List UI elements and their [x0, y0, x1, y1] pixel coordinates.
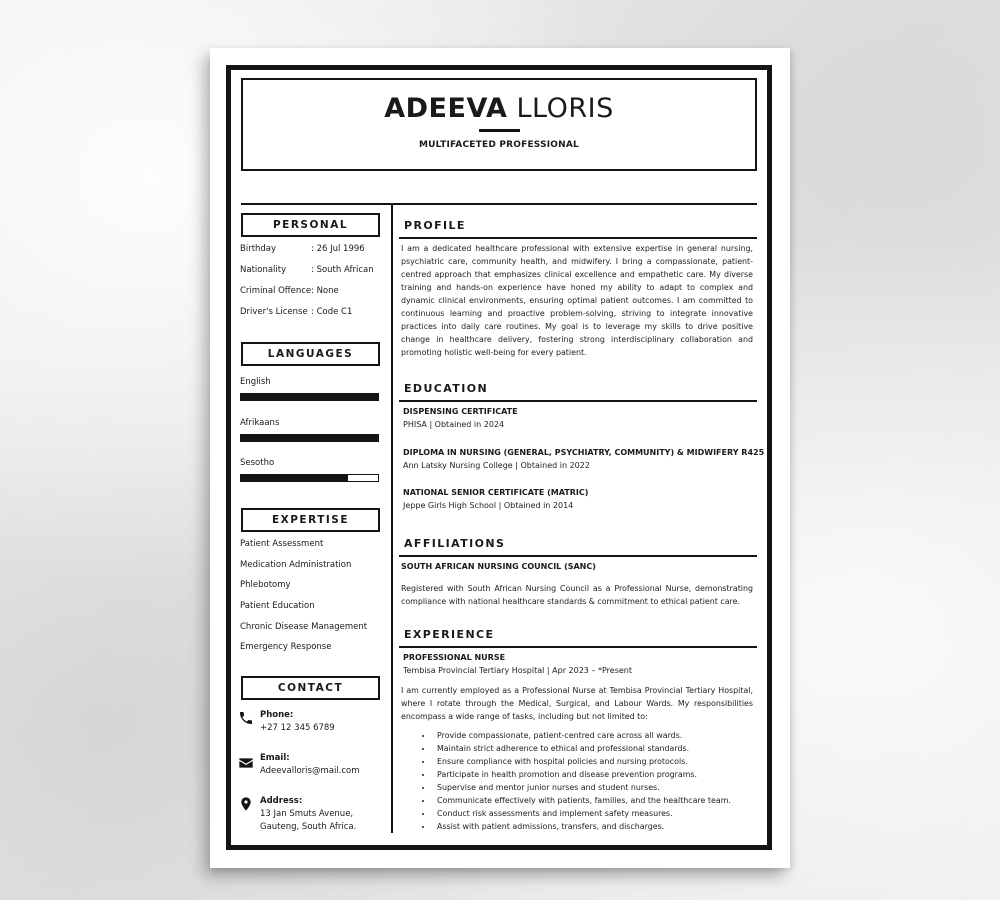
- education-item-detail: Jeppe Girls High School | Obtained in 2014: [403, 501, 574, 510]
- education-item-title: DIPLOMA IN NURSING (GENERAL, PSYCHIATRY, COMMUNITY) & MIDWIFERY R425: [403, 448, 765, 457]
- affiliation-text: Registered with South African Nursing Council as a Professional Nurse, demonstrating compliance with national healthcare standards & commitment to ethical patient care.: [401, 584, 753, 606]
- contact-heading: CONTACT: [241, 676, 380, 700]
- professional-title: MULTIFACETED PROFESSIONAL: [419, 140, 579, 150]
- left-column-top-rule: [241, 203, 391, 205]
- education-item-detail: PHISA | Obtained in 2024: [403, 420, 505, 429]
- map-pin-icon: [238, 796, 254, 812]
- responsibility-list: [411, 729, 763, 833]
- expertise-item: Emergency Response: [240, 642, 332, 652]
- last-name: LLORIS: [516, 93, 614, 124]
- education-heading: EDUCATION: [404, 382, 489, 395]
- profile-rule: [399, 237, 757, 239]
- language-level-bar: [240, 434, 379, 442]
- field-value: : South African: [311, 265, 374, 275]
- personal-field-birthday: [240, 243, 365, 255]
- expertise-item: Patient Assessment: [240, 539, 324, 549]
- phone-icon: [238, 710, 254, 726]
- experience-role: PROFESSIONAL NURSE: [403, 653, 506, 662]
- address-line-1: 13 Jan Smuts Avenue,: [260, 809, 354, 819]
- contact-label: Email:: [260, 753, 290, 763]
- languages-heading: LANGUAGES: [241, 342, 380, 366]
- candidate-name: [243, 93, 755, 125]
- profile-text: I am a dedicated healthcare professional with extensive expertise in general nursing, psychiatric care, community health, and midwifery. I bring a compassionate, patient-centred approach that emphasizes clinical excellence and empathetic care. My diverse training and hands-on experience have honed my ability to adapt to complex and dynamic clinical environments, ensuring optimal patient outcomes. I am committed to continuous learning and proactive problem-solving, striving to integrate innovative practices into daily care routines. My goal is to leverage my skills to drive positive change in healthcare delivery, fostering strong interdisciplinary collaboration and promoting holistic well-being for every patient.: [401, 244, 753, 357]
- field-label: Birthday: [240, 244, 277, 254]
- contact-label: Address:: [260, 796, 303, 806]
- resume-frame: [226, 65, 772, 850]
- email-address[interactable]: Adeevalloris@mail.com: [260, 766, 360, 776]
- language-level-fill: [241, 394, 378, 400]
- responsibility-item: • Communicate effectively with patients, families, and the healthcare team.: [433, 794, 763, 807]
- personal-field-nationality: [240, 264, 374, 276]
- first-name: ADEEVA: [384, 93, 508, 124]
- field-value: : 26 Jul 1996: [311, 244, 365, 254]
- expertise-item: Phlebotomy: [240, 580, 291, 590]
- address-line-2: Gauteng, South Africa.: [260, 822, 357, 832]
- affiliation-title: SOUTH AFRICAN NURSING COUNCIL (SANC): [401, 562, 596, 571]
- field-label: Criminal Offence: [240, 286, 312, 296]
- envelope-icon: [238, 755, 254, 771]
- experience-rule: [399, 646, 757, 648]
- affiliations-heading: AFFILIATIONS: [404, 537, 506, 550]
- right-column-top-rule: [393, 203, 757, 205]
- resume-header: [241, 78, 757, 171]
- responsibility-item: • Assist with patient admissions, transfers, and discharges.: [433, 820, 763, 833]
- education-rule: [399, 400, 757, 402]
- experience-heading: EXPERIENCE: [404, 628, 495, 641]
- field-label: Nationality: [240, 265, 287, 275]
- education-item-title: DISPENSING CERTIFICATE: [403, 407, 518, 416]
- language-label: Afrikaans: [240, 418, 280, 428]
- field-value: : None: [311, 286, 339, 296]
- phone-number[interactable]: +27 12 345 6789: [260, 723, 335, 733]
- personal-field-criminal-offence: [240, 285, 339, 297]
- language-level-fill: [241, 475, 348, 481]
- expertise-item: Chronic Disease Management: [240, 622, 368, 632]
- field-value: : Code C1: [311, 307, 353, 317]
- education-item-detail: Ann Latsky Nursing College | Obtained in 2022: [403, 461, 590, 470]
- responsibility-item: • Ensure compliance with hospital policies and nursing protocols.: [433, 755, 763, 768]
- contact-label: Phone:: [260, 710, 294, 720]
- language-label: Sesotho: [240, 458, 275, 468]
- responsibility-item: • Maintain strict adherence to ethical and professional standards.: [433, 742, 763, 755]
- experience-employer: Tembisa Provincial Tertiary Hospital | Apr 2023 – *Present: [403, 666, 632, 675]
- personal-heading: PERSONAL: [241, 213, 380, 237]
- experience-text: I am currently employed as a Professional Nurse at Tembisa Provincial Tertiary Hospital, where I rotate through the Medical, Surgical, and Labour Wards. My responsibilities encompass a wide range of tasks, including but not limited to:: [401, 686, 753, 721]
- resume-paper: [210, 48, 790, 868]
- education-item-title: NATIONAL SENIOR CERTIFICATE (MATRIC): [403, 488, 589, 497]
- language-label: English: [240, 377, 271, 387]
- responsibility-item: • Supervise and mentor junior nurses and student nurses.: [433, 781, 763, 794]
- expertise-item: Patient Education: [240, 601, 315, 611]
- column-divider: [391, 203, 393, 833]
- responsibility-item: • Provide compassionate, patient-centred care across all wards.: [433, 729, 763, 742]
- field-label: Driver's License: [240, 307, 308, 317]
- affiliations-rule: [399, 555, 757, 557]
- language-level-bar: [240, 474, 379, 482]
- responsibility-item: • Conduct risk assessments and implement safety measures.: [433, 807, 763, 820]
- language-level-bar: [240, 393, 379, 401]
- personal-field-drivers-license: [240, 306, 352, 318]
- expertise-item: Medication Administration: [240, 560, 352, 570]
- expertise-heading: EXPERTISE: [241, 508, 380, 532]
- language-level-fill: [241, 435, 378, 441]
- profile-heading: PROFILE: [404, 219, 466, 232]
- responsibility-item: • Participate in health promotion and disease prevention programs.: [433, 768, 763, 781]
- name-underline: [479, 129, 520, 132]
